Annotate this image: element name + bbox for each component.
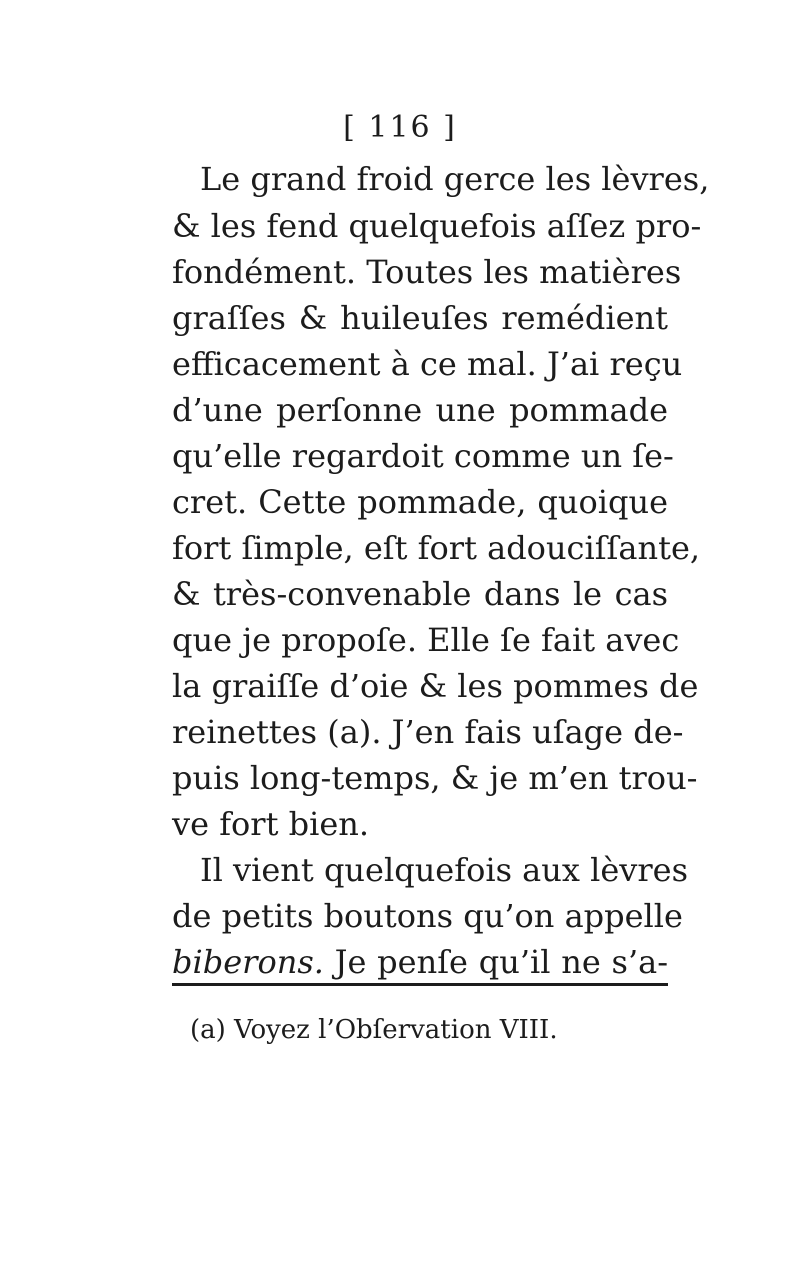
- text-fragment: Je penſe qu’il ne s’a-: [323, 943, 668, 981]
- text-line: puis long-temps, & je m’en trou-: [172, 759, 698, 797]
- text-line: Il vient quelquefois aux lèvres: [200, 851, 688, 889]
- footnote-divider: [172, 983, 668, 986]
- text-line: graſſes & huileuſes remédient: [172, 299, 668, 337]
- text-line: efficacement à ce mal. J’ai reçu: [172, 345, 683, 383]
- footnote: (a) Voyez l’Obſervation VIII.: [190, 1015, 558, 1045]
- text-line: ve fort bien.: [172, 805, 370, 843]
- text-line: fort ſimple, eſt fort adouciſſante,: [172, 529, 701, 567]
- text-line: qu’elle regardoit comme un ſe-: [172, 437, 674, 475]
- text-line: d’une perſonne une pommade: [172, 391, 668, 429]
- text-line: & très-convenable dans le cas: [172, 575, 668, 613]
- text-line: cret. Cette pommade, quoique: [172, 483, 668, 521]
- page-number: [ 116 ]: [343, 110, 457, 145]
- text-line: que je propoſe. Elle ſe fait avec: [172, 621, 680, 659]
- text-line: reinettes (a). J’en fais uſage de-: [172, 713, 684, 751]
- text-line: fondément. Toutes les matières: [172, 253, 682, 291]
- text-line-last: [172, 943, 668, 981]
- text-line: & les fend quelquefois aſſez pro-: [172, 207, 702, 245]
- text-line: de petits boutons qu’on appelle: [172, 897, 683, 935]
- italic-word: biberons.: [172, 943, 324, 981]
- text-line: la graiſſe d’oie & les pommes de: [172, 667, 699, 705]
- text-line: Le grand froid gerce les lèvres,: [200, 160, 710, 198]
